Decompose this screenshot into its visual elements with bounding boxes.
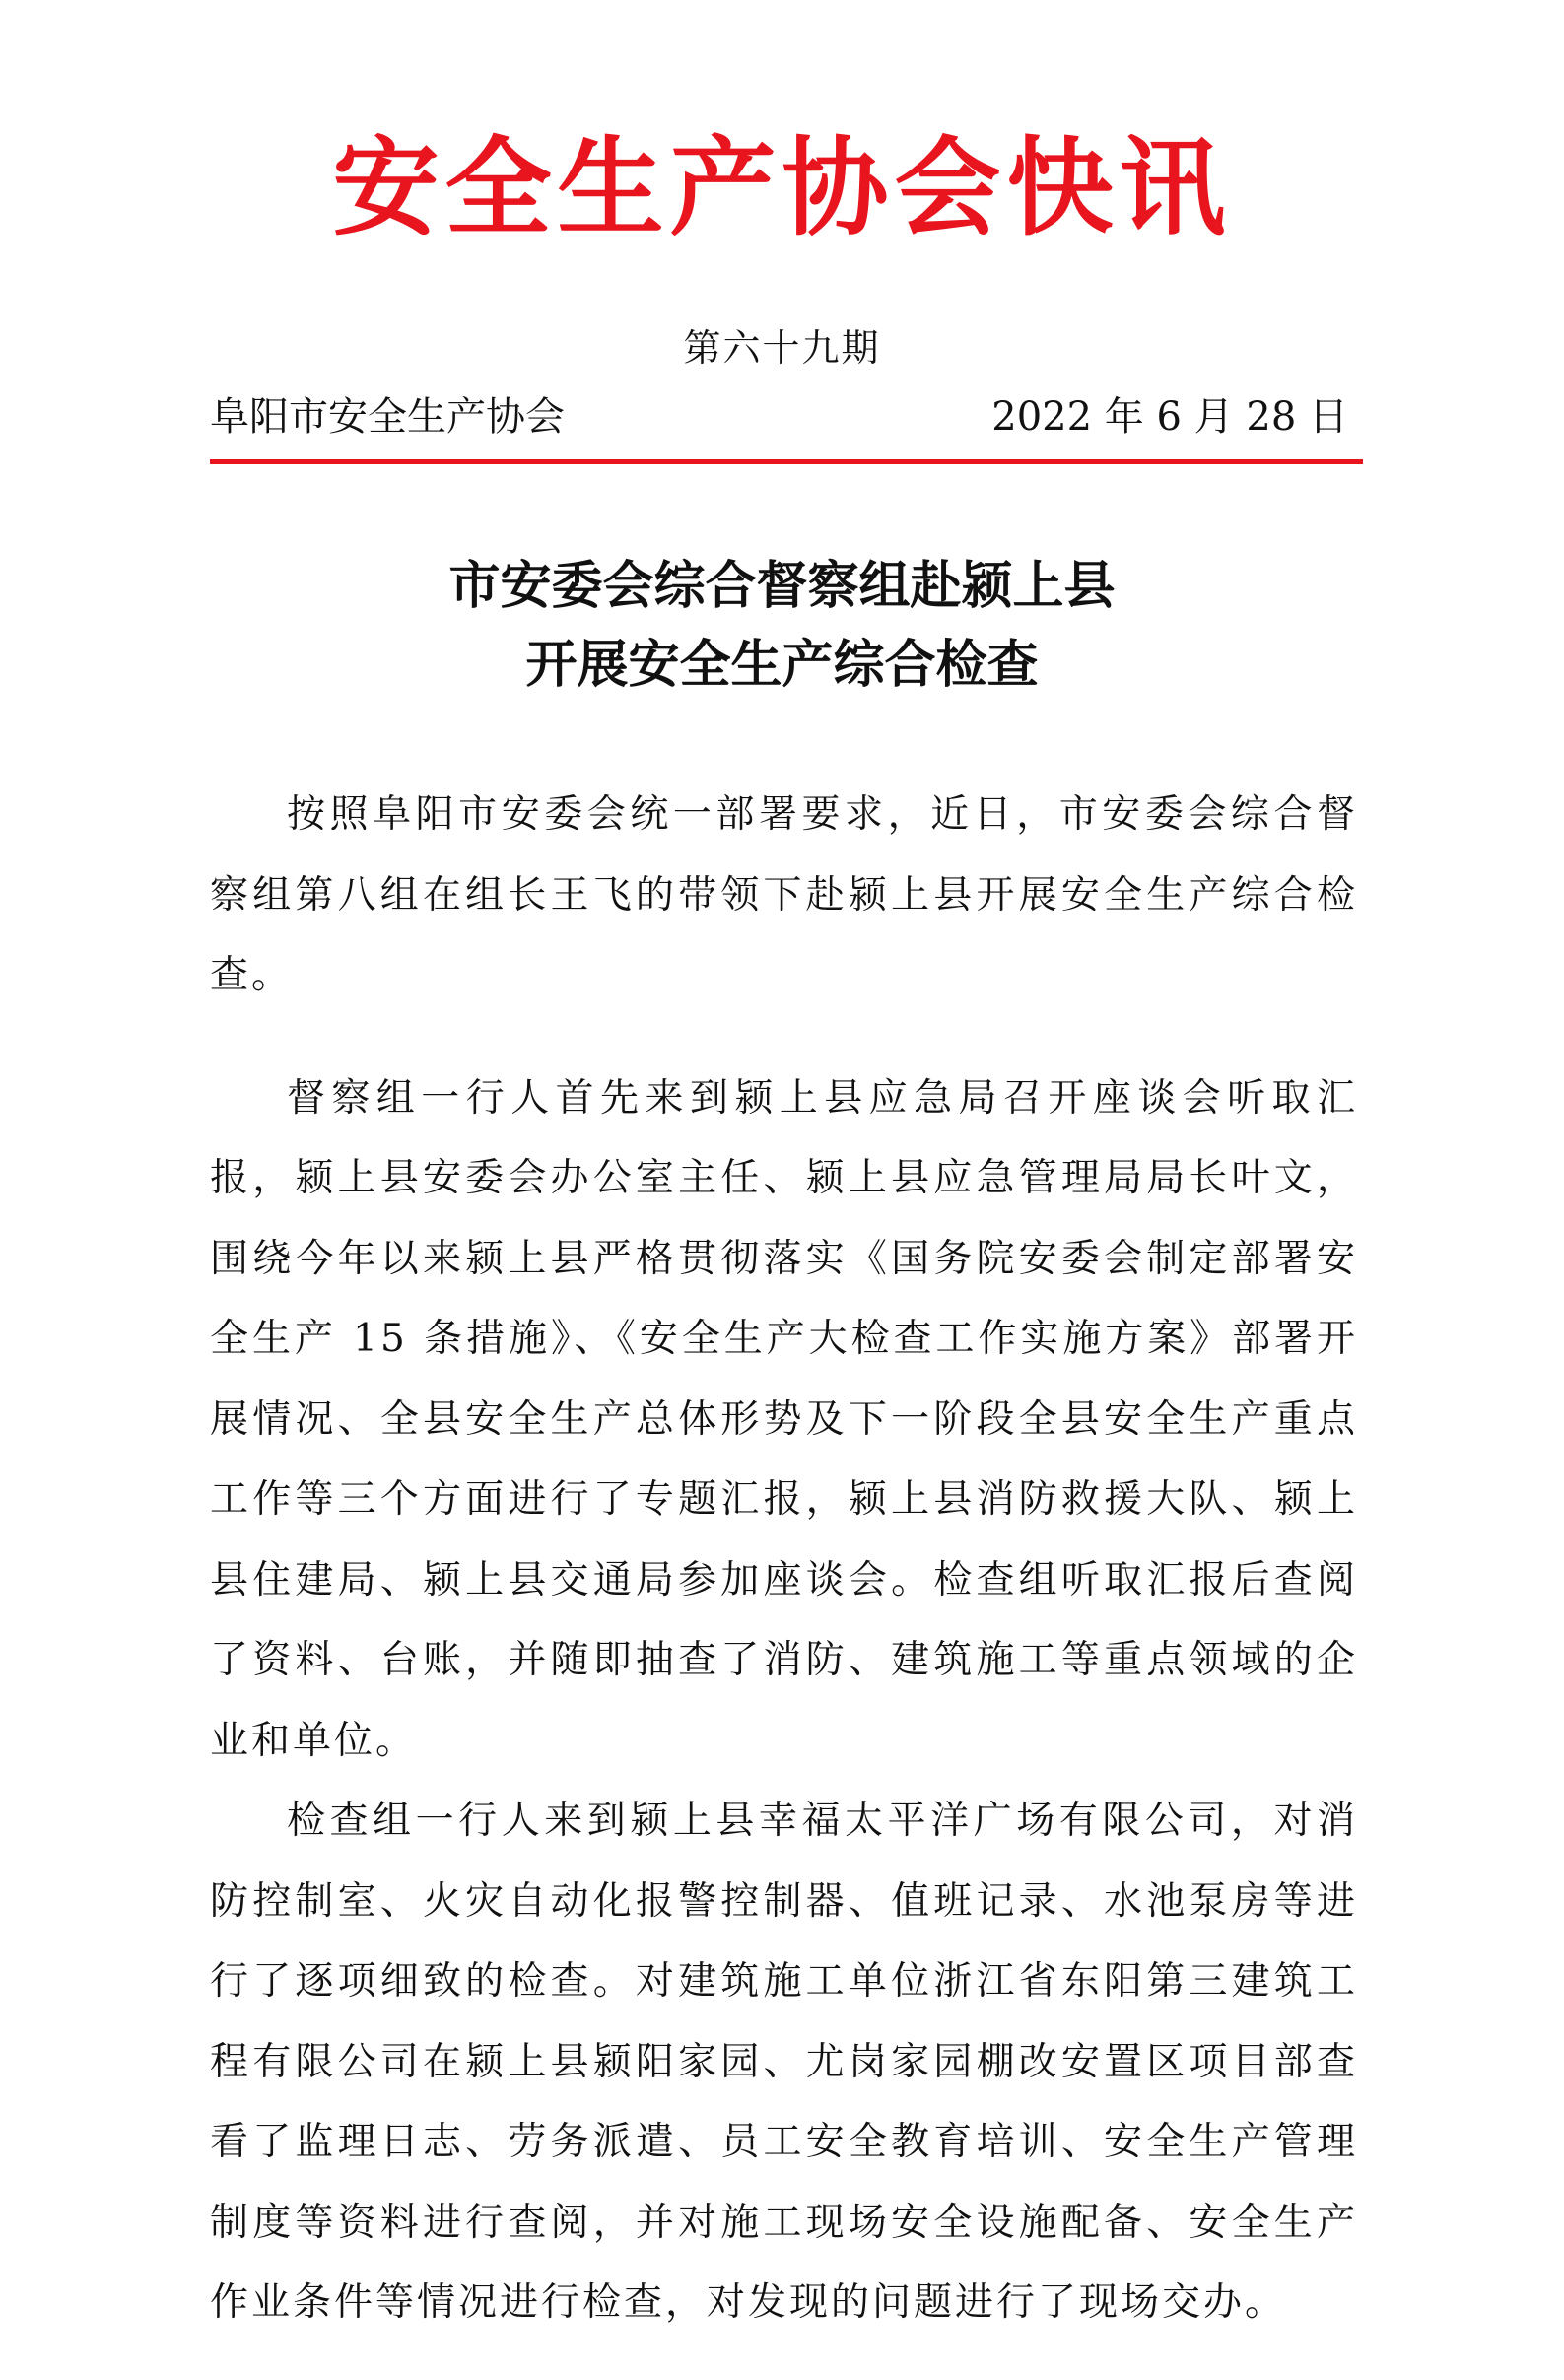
meta-row	[210, 394, 1348, 440]
headline-line-2: 开展安全生产综合检查	[525, 635, 1039, 695]
article-headline	[0, 547, 1564, 705]
article-body	[210, 775, 1358, 2344]
paragraph: 按照阜阳市安委会统一部署要求，近日，市安委会综合督察组第八组在组长王飞的带领下赴颍上县开展安全生产综合检查。	[210, 792, 1358, 997]
publish-date: 2022 年 6 月 28 日	[991, 394, 1348, 440]
paragraph: 检查组一行人来到颍上县幸福太平洋广场有限公司，对消防控制室、火灾自动化报警控制器、值班记录、水池泵房等进行了逐项细致的检查。对建筑施工单位浙江省东阳第三建筑工程有限公司在颍上县颍阳家园、尤岗家园棚改安置区项目部查看了监理日志、劳务派遣、员工安全教育培训、安全生产管理制度等资料进行查阅，并对施工现场安全设施配备、安全生产作业条件等情况进行检查，对发现的问题进行了现场交办。	[210, 1799, 1358, 2325]
paragraph: 督察组一行人首先来到颍上县应急局召开座谈会听取汇报，颍上县安委会办公室主任、颍上县应急管理局局长叶文，围绕今年以来颍上县严格贯彻落实《国务院安委会制定部署安全生产 15 条措施》、《安全生产大检查工作实施方案》部署开展情况、全县安全生产总体形势及下一阶段全县安全生产重点工作等三个方面进行了专题汇报，颍上县消防救援大队、颍上县住建局、颍上县交通局参加座谈会。检查组听取汇报后查阅了资料、台账，并随即抽查了消防、建筑施工等重点领域的企业和单位。	[210, 1075, 1358, 1763]
header-divider	[210, 459, 1363, 464]
masthead-title: 安全生产协会快讯	[332, 127, 1232, 250]
issue-number: 第六十九期	[683, 326, 881, 370]
publisher: 阜阳市安全生产协会	[210, 394, 565, 440]
headline-line-1: 市安委会综合督察组赴颍上县	[448, 556, 1116, 616]
